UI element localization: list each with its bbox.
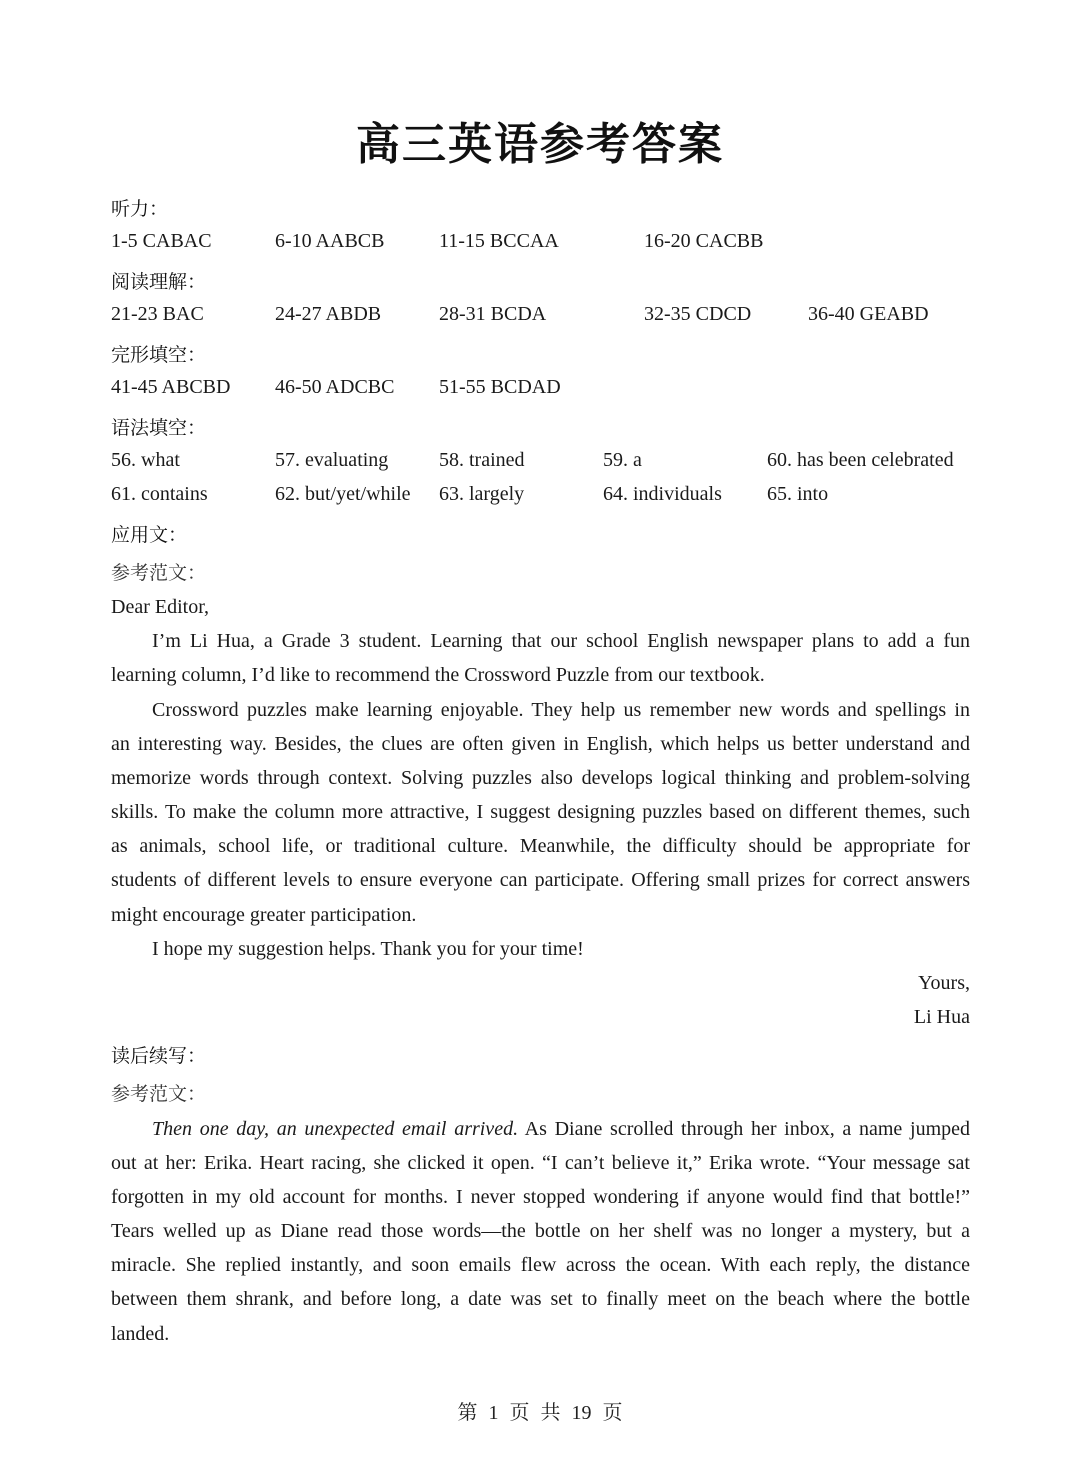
sample-label: 参考范文： (111, 562, 207, 584)
answer-group: 16-20 CACBB (644, 230, 764, 252)
letter-line: Crossword puzzles make learning enjoyable. They help us remember new words and spellings in (152, 699, 970, 721)
reading-answers (111, 303, 981, 329)
story-line: miracle. She replied instantly, and soon emails flew across the ocean. With each reply, the distance (111, 1254, 970, 1276)
grammar-answer: 61. contains (111, 483, 208, 505)
grammar-answer: 62. but/yet/while (275, 483, 411, 505)
story-opening-italic: Then one day, an unexpected email arrived. (152, 1118, 519, 1140)
letter-signature: Li Hua (913, 1006, 970, 1028)
grammar-answers-row-2 (111, 483, 981, 509)
letter-line: skills. To make the column more attractive, I suggest designing puzzles based on different themes, such (111, 801, 970, 823)
letter-closing: Yours, (918, 972, 970, 994)
section-heading-reading: 阅读理解： (111, 271, 207, 293)
story-line: forgotten in my old account for months. I never stopped wondering if anyone would find that bottle!” (111, 1186, 970, 1208)
page-title: 高三英语参考答案 (356, 119, 724, 170)
sample-label: 参考范文： (111, 1083, 207, 1105)
story-line: out at her: Erika. Heart racing, she clicked it open. “I can’t believe it,” Erika wrote. “Your message sat (111, 1152, 970, 1174)
answer-group: 28-31 BCDA (439, 303, 547, 325)
letter-line: an interesting way. Besides, the clues are often given in English, which helps us better understand and (111, 733, 970, 755)
section-heading-cloze: 完形填空： (111, 344, 207, 366)
listening-answers (111, 230, 981, 256)
section-heading-writing: 应用文： (111, 524, 188, 546)
answer-group: 6-10 AABCB (275, 230, 385, 252)
page-number: 第 1 页 共 19 页 (457, 1402, 623, 1424)
story-line: between them shrank, and before long, a date was set to finally meet on the beach where the bottle (111, 1288, 970, 1310)
letter-line: memorize words through context. Solving puzzles also develops logical thinking and problem-solving (111, 767, 970, 789)
letter-line: might encourage greater participation. (111, 904, 417, 926)
grammar-answer: 64. individuals (603, 483, 722, 505)
answer-group: 36-40 GEABD (808, 303, 929, 325)
answer-group: 32-35 CDCD (644, 303, 752, 325)
story-line-rest: As Diane scrolled through her inbox, a name jumped (518, 1118, 970, 1140)
grammar-answer: 60. has been celebrated (767, 449, 954, 471)
answer-group: 21-23 BAC (111, 303, 204, 325)
grammar-answer: 58. trained (439, 449, 525, 471)
grammar-answer: 63. largely (439, 483, 525, 505)
letter-greeting: Dear Editor, (111, 596, 210, 618)
grammar-answer: 56. what (111, 449, 180, 471)
grammar-answer: 57. evaluating (275, 449, 389, 471)
section-heading-continuation: 读后续写： (111, 1045, 207, 1067)
story-line: Tears welled up as Diane read those words—the bottle on her shelf was no longer a mystery, but a (111, 1220, 970, 1242)
answer-group: 46-50 ADCBC (275, 376, 395, 398)
section-heading-listening: 听力： (111, 198, 169, 220)
answer-group: 1-5 CABAC (111, 230, 212, 252)
letter-line: learning column, I’d like to recommend the Crossword Puzzle from our textbook. (111, 664, 765, 686)
answer-group: 41-45 ABCBD (111, 376, 231, 398)
grammar-answer: 65. into (767, 483, 829, 505)
answer-group: 24-27 ABDB (275, 303, 382, 325)
story-line (152, 1116, 970, 1142)
grammar-answers-row-1 (111, 449, 981, 475)
section-heading-grammar: 语法填空： (111, 417, 207, 439)
letter-line: I hope my suggestion helps. Thank you for your time! (152, 938, 584, 960)
letter-line: as animals, school life, or traditional culture. Meanwhile, the difficulty should be appropriate for (111, 835, 970, 857)
cloze-answers (111, 376, 981, 402)
letter-line: I’m Li Hua, a Grade 3 student. Learning that our school English newspaper plans to add a fun (152, 630, 970, 652)
answer-group: 51-55 BCDAD (439, 376, 561, 398)
answer-group: 11-15 BCCAA (439, 230, 559, 252)
grammar-answer: 59. a (603, 449, 642, 471)
letter-line: students of different levels to ensure everyone can participate. Offering small prizes for correct answers (111, 869, 970, 891)
story-line: landed. (111, 1323, 170, 1345)
